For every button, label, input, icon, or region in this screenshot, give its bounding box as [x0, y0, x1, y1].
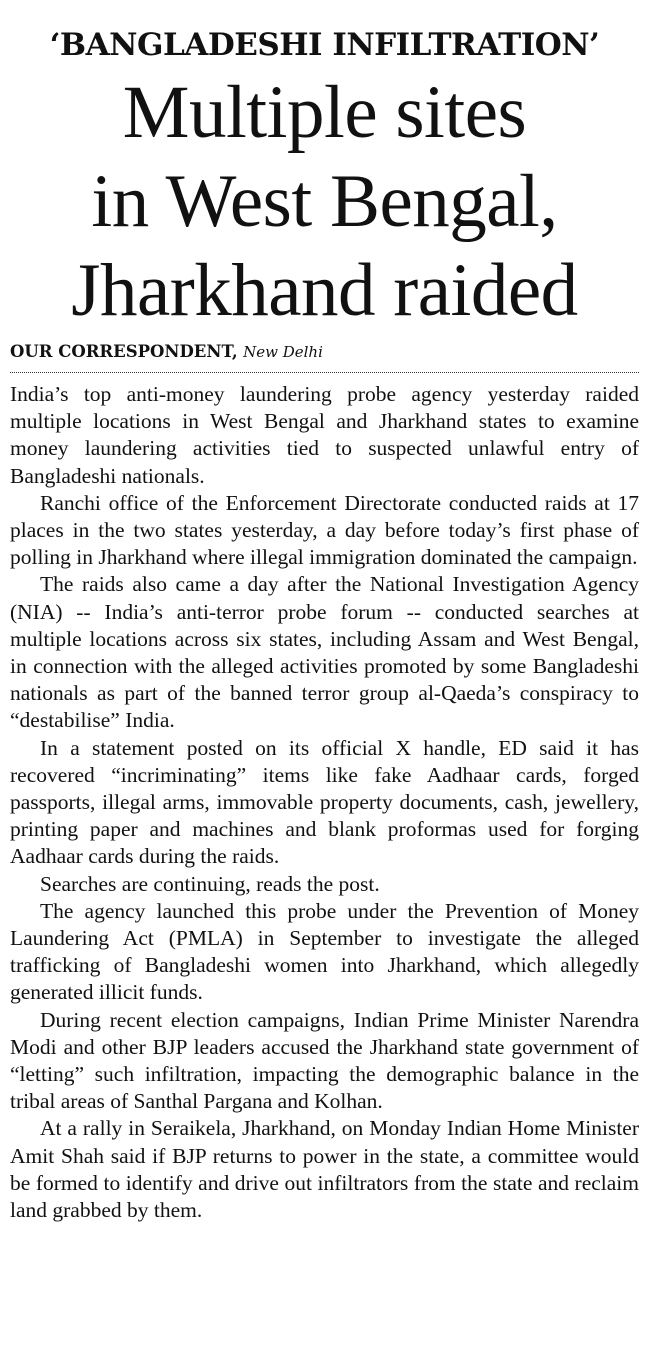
- byline: [10, 341, 639, 363]
- byline-location: New Delhi: [243, 343, 323, 361]
- article-paragraph: During recent election campaigns, Indian Prime Minister Narendra Modi and other BJP leaders accused the Jharkhand state government of “letting” such infiltration, impacting the demographic balance in the tribal areas of Santhal Pargana and Kolhan.: [10, 1007, 639, 1114]
- headline-line: Jharkhand raided: [71, 249, 578, 332]
- headline-line: in West Bengal,: [91, 160, 558, 243]
- article-paragraph: India’s top anti-money laundering probe agency yesterday raided multiple locations in West Bengal and Jharkhand states to examine money laundering activities tied to suspected unlawful entry of Bangladeshi nationals.: [10, 382, 639, 488]
- article-paragraph: The agency launched this probe under the Prevention of Money Laundering Act (PMLA) in September to investigate the alleged trafficking of Bangladeshi women into Jharkhand, which allegedly generated illicit funds.: [10, 898, 639, 1005]
- article-paragraph: At a rally in Seraikela, Jharkhand, on Monday Indian Home Minister Amit Shah said if BJP returns to power in the state, a committee would be formed to identify and drive out infiltrators from the state and reclaim land grabbed by them.: [10, 1116, 639, 1223]
- article-body: [10, 381, 639, 1224]
- dotted-divider: [10, 372, 639, 373]
- article-paragraph: The raids also came a day after the National Investigation Agency (NIA) -- India’s anti-terror probe forum -- conducted searches at multiple locations across six states, including Assam and West Bengal, in connection with the alleged activities promoted by some Bangladeshi nationals as part of the banned terror group al-Qaeda’s conspiracy to “destabilise” India.: [10, 572, 639, 733]
- headline-line: Multiple sites: [122, 71, 527, 154]
- article-paragraph: Ranchi office of the Enforcement Directorate conducted raids at 17 places in the two states yesterday, a day before today’s first phase of polling in Jharkhand where illegal immigration dominated the campaign.: [10, 490, 639, 570]
- article-kicker: ‘BANGLADESHI INFILTRATION’: [49, 27, 600, 63]
- article-headline: [10, 68, 639, 335]
- byline-author: OUR CORRESPONDENT,: [10, 342, 238, 361]
- article-paragraph: Searches are continuing, reads the post.: [40, 871, 380, 896]
- article-paragraph: In a statement posted on its official X handle, ED said it has recovered “incriminating” items like fake Aadhaar cards, forged passports, illegal arms, immovable property documents, cash, jewellery, printing paper and machines and blank proformas used for forging Aadhaar cards during the raids.: [10, 735, 639, 869]
